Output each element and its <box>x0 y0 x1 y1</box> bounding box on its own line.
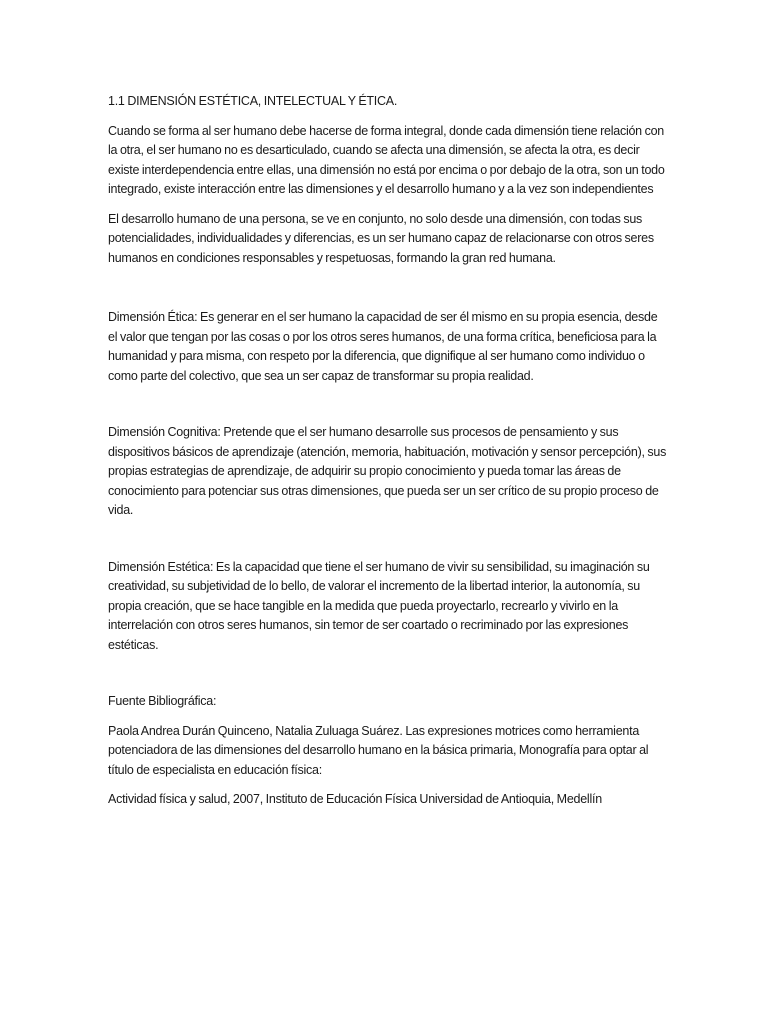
paragraph-integral-formation: Cuando se forma al ser humano debe hacerse de forma integral, donde cada dimensión tiene relación con la otra, el ser humano no es desarticulado, cuando se afecta una dimensión, se afecta la otra, es decir existe interdependencia entre ellas, una dimensión no está por encima o por debajo de la otra, son un todo integrado, existe interacción entre las dimensiones y el desarrollo humano y a la vez son independientes <box>108 123 665 196</box>
bibliography-reference: Paola Andrea Durán Quinceno, Natalia Zuluaga Suárez. Las expresiones motrices como herramienta potenciadora de las dimensiones del desarrollo humano en la básica primaria, Monografía para optar al título de especialista en educación física: <box>108 723 649 777</box>
paragraph-cognitive-dimension: Dimensión Cognitiva: Pretende que el ser humano desarrolle sus procesos de pensamiento y sus dispositivos básicos de aprendizaje (atención, memoria, habituación, motivación y sensor percepción), sus propias estrategias de aprendizaje, de adquirir su propio conocimiento y pueda tomar las áreas de conocimiento para potenciar sus otras dimensiones, que pueda ser un ser crítico de su propio proceso de vida. <box>108 425 667 517</box>
paragraph-ethical-dimension: Dimensión Ética: Es generar en el ser humano la capacidad de ser él mismo en su propia esencia, desde el valor que tengan por las cosas o por los otros seres humanos, de una forma crítica, beneficiosa para la humanidad y para misma, con respeto por la diferencia, que dignifique al ser humano como individuo o como parte del colectivo, que sea un ser capaz de transformar su propia realidad. <box>108 310 658 383</box>
document-page <box>108 92 668 810</box>
bibliography-publisher: Actividad física y salud, 2007, Instituto de Educación Física Universidad de Antioquia, Medellín <box>108 792 602 806</box>
section-title: 1.1 DIMENSIÓN ESTÉTICA, INTELECTUAL Y ÉTICA. <box>108 94 398 108</box>
bibliography-heading: Fuente Bibliográfica: <box>108 694 217 708</box>
paragraph-human-development: El desarrollo humano de una persona, se ve en conjunto, no solo desde una dimensión, con todas sus potencialidades, individualidades y diferencias, es un ser humano capaz de relacionarse con otros seres humanos en condiciones responsables y respetuosas, formando la gran red humana. <box>108 211 654 265</box>
paragraph-aesthetic-dimension: Dimensión Estética: Es la capacidad que tiene el ser humano de vivir su sensibilidad, su imaginación su creatividad, su subjetividad de lo bello, de valorar el incremento de la libertad interior, la autonomía, su propia creación, que se hace tangible en la medida que pueda proyectarlo, recrearlo y vivirlo en la interrelación con otros seres humanos, sin temor de ser coartado o recriminado por las expresiones estéticas. <box>108 559 650 652</box>
